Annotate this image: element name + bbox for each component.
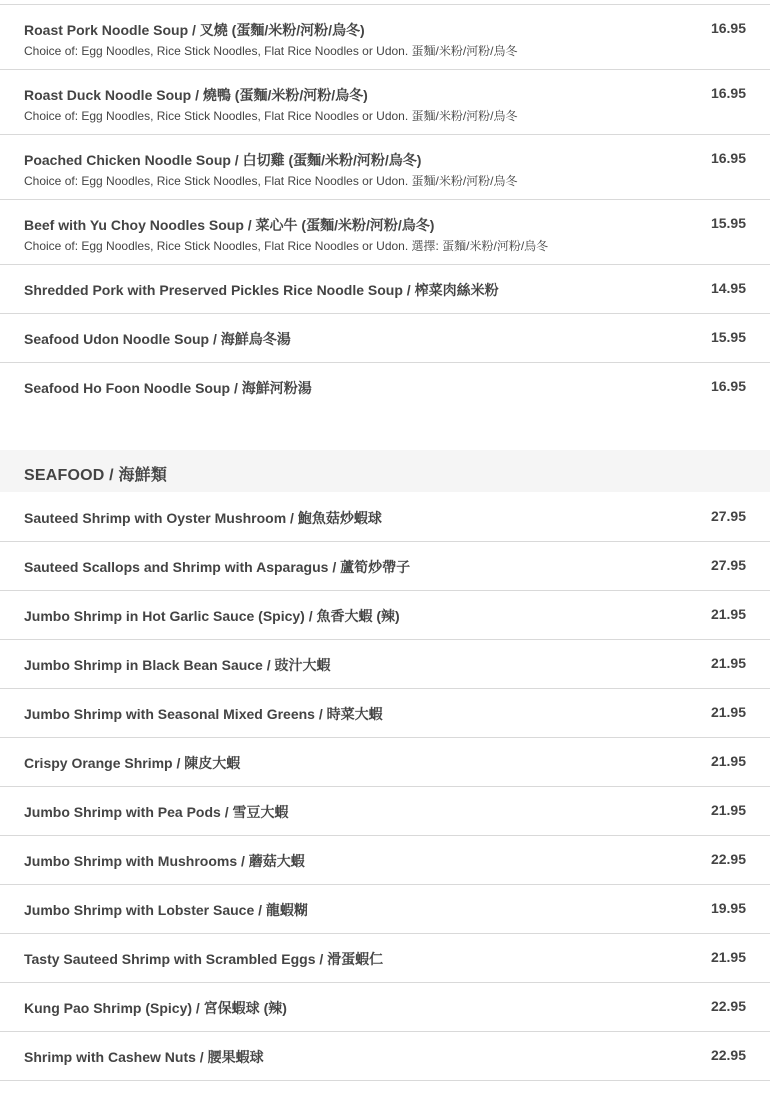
menu-item-name: Jumbo Shrimp with Pea Pods / 雪豆大蝦 <box>24 804 289 820</box>
menu-item-shrimp-oyster-mushroom[interactable] <box>0 492 770 541</box>
menu-item-description: Choice of: Egg Noodles, Rice Stick Noodles, Flat Rice Noodles or Udon. 選擇: 蛋麵/米粉/河粉/烏冬 <box>24 239 549 253</box>
menu-item-shrimp-cashew-nuts[interactable] <box>0 1031 770 1080</box>
menu-item-price: 21.95 <box>710 655 746 671</box>
menu-item-name: Seafood Udon Noodle Soup / 海鮮烏冬湯 <box>24 331 291 347</box>
menu-item-jumbo-shrimp-black-bean[interactable] <box>0 639 770 688</box>
section-spacer <box>0 411 770 450</box>
menu-item-price: 16.95 <box>710 150 746 166</box>
menu-item-price: 14.95 <box>710 280 746 296</box>
menu-item-name: Jumbo Shrimp with Seasonal Mixed Greens / 時菜大蝦 <box>24 706 383 722</box>
menu-item-price: 21.95 <box>710 606 746 622</box>
menu-item-name: Poached Chicken Noodle Soup / 白切雞 (蛋麵/米粉/河粉/烏冬) <box>24 152 422 168</box>
menu-item-price: 22.95 <box>710 851 746 867</box>
menu-item-jumbo-shrimp-mixed-greens[interactable] <box>0 688 770 737</box>
menu-item-price: 27.95 <box>710 508 746 524</box>
menu-item-description: Choice of: Egg Noodles, Rice Stick Noodles, Flat Rice Noodles or Udon. 蛋麵/米粉/河粉/烏冬 <box>24 109 518 123</box>
menu-item-name: Jumbo Shrimp in Hot Garlic Sauce (Spicy) / 魚香大蝦 (辣) <box>24 608 400 624</box>
menu-item-name: Sauteed Scallops and Shrimp with Asparagus / 蘆筍炒帶子 <box>24 559 411 575</box>
menu-item-poached-chicken-noodle-soup[interactable] <box>0 134 770 199</box>
menu-item-roast-duck-noodle-soup[interactable] <box>0 69 770 134</box>
menu-item-name: Shrimp with Cashew Nuts / 腰果蝦球 <box>24 1049 264 1065</box>
menu-item-jumbo-shrimp-mushrooms[interactable] <box>0 835 770 884</box>
menu-item-price: 16.95 <box>710 20 746 36</box>
menu-item-price: 27.95 <box>710 557 746 573</box>
menu-item-price: 16.95 <box>710 85 746 101</box>
menu-item-price: 15.95 <box>710 329 746 345</box>
menu-item-seafood-udon-noodle-soup[interactable] <box>0 313 770 362</box>
menu-item-name: Roast Duck Noodle Soup / 燒鴨 (蛋麵/米粉/河粉/烏冬) <box>24 87 368 103</box>
menu-item-kung-pao-shrimp[interactable] <box>0 982 770 1031</box>
menu-item-name: Tasty Sauteed Shrimp with Scrambled Eggs / 滑蛋蝦仁 <box>24 951 384 967</box>
menu-item-price: 16.95 <box>710 378 746 394</box>
menu-item-name: Jumbo Shrimp with Lobster Sauce / 龍蝦糊 <box>24 902 308 918</box>
menu-item-description: Choice of: Egg Noodles, Rice Stick Noodles, Flat Rice Noodles or Udon. 蛋麵/米粉/河粉/烏冬 <box>24 174 518 188</box>
menu-item-name: Jumbo Shrimp in Black Bean Sauce / 豉汁大蝦 <box>24 657 331 673</box>
menu-item-crispy-orange-shrimp[interactable] <box>0 737 770 786</box>
menu-item-jumbo-shrimp-lobster-sauce[interactable] <box>0 884 770 933</box>
menu-item-price: 15.95 <box>710 215 746 231</box>
menu-list <box>0 4 770 1120</box>
menu-item-description: Choice of: Egg Noodles, Rice Stick Noodles, Flat Rice Noodles or Udon. 蛋麵/米粉/河粉/烏冬 <box>24 44 518 58</box>
menu-item-name: Beef with Yu Choy Noodles Soup / 菜心牛 (蛋麵/米粉/河粉/烏冬) <box>24 217 435 233</box>
menu-item-price: 21.95 <box>710 802 746 818</box>
menu-item-beef-yu-choy-noodles-soup[interactable] <box>0 199 770 264</box>
menu-item-partial-cutoff[interactable] <box>0 1080 770 1120</box>
menu-item-price: 22.95 <box>710 998 746 1014</box>
menu-item-name: Seafood Ho Foon Noodle Soup / 海鮮河粉湯 <box>24 380 312 396</box>
menu-item-price: 21.95 <box>710 704 746 720</box>
menu-item-name: Crispy Orange Shrimp / 陳皮大蝦 <box>24 755 241 771</box>
section-header-seafood <box>0 450 770 492</box>
menu-item-seafood-ho-foon-noodle-soup[interactable] <box>0 362 770 411</box>
menu-item-scallops-shrimp-asparagus[interactable] <box>0 541 770 590</box>
section-title: SEAFOOD / 海鮮類 <box>24 467 168 484</box>
menu-item-jumbo-shrimp-pea-pods[interactable] <box>0 786 770 835</box>
menu-item-name: Sauteed Shrimp with Oyster Mushroom / 鮑魚菇炒蝦球 <box>24 510 382 526</box>
menu-item-shredded-pork-pickles-rice-noodle-soup[interactable] <box>0 264 770 313</box>
menu-item-name: Roast Pork Noodle Soup / 叉燒 (蛋麵/米粉/河粉/烏冬) <box>24 22 365 38</box>
menu-item-name: Kung Pao Shrimp (Spicy) / 宮保蝦球 (辣) <box>24 1000 287 1016</box>
menu-item-price: 21.95 <box>710 753 746 769</box>
menu-item-price: 19.95 <box>710 900 746 916</box>
menu-item-name: Jumbo Shrimp with Mushrooms / 蘑菇大蝦 <box>24 853 305 869</box>
menu-item-price: 21.95 <box>710 949 746 965</box>
menu-item-shrimp-scrambled-eggs[interactable] <box>0 933 770 982</box>
menu-item-jumbo-shrimp-hot-garlic[interactable] <box>0 590 770 639</box>
menu-item-roast-pork-noodle-soup[interactable] <box>0 4 770 69</box>
menu-item-price: 22.95 <box>710 1047 746 1063</box>
menu-item-name: Shredded Pork with Preserved Pickles Rice Noodle Soup / 榨菜肉絲米粉 <box>24 282 499 298</box>
